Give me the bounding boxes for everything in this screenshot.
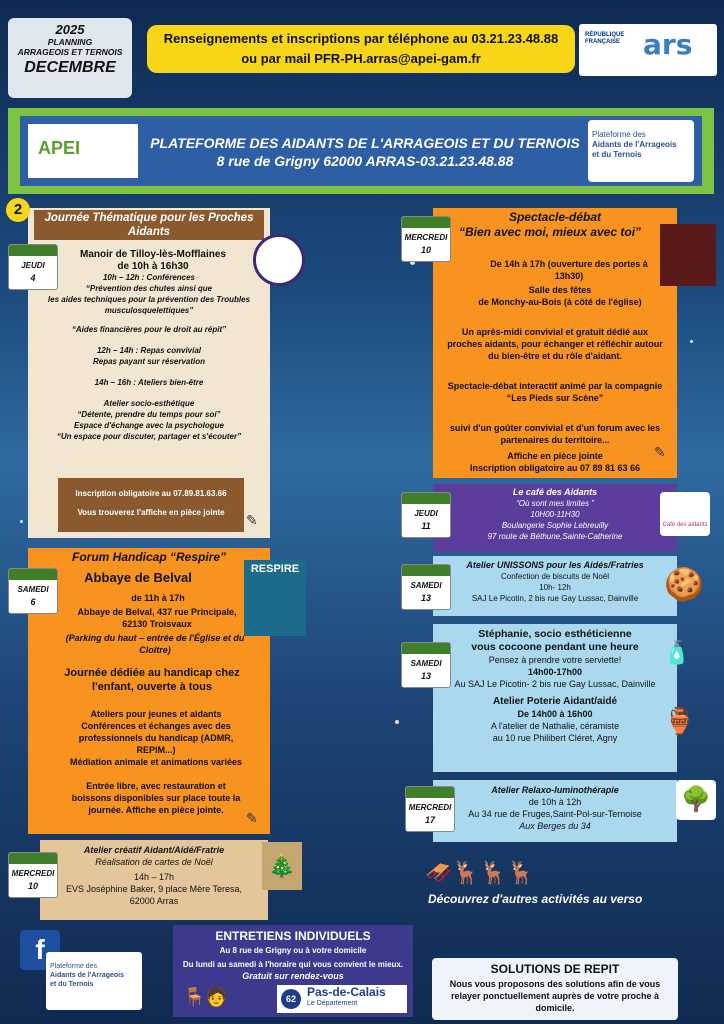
relaxo-card <box>433 780 677 842</box>
creatif-cal-day: MERCREDI <box>11 869 55 878</box>
contact-phone: Renseignements et inscriptions par téléphone au 03.21.23.48.88 <box>163 31 559 46</box>
journee-heading: Journée Thématique pour les Proches Aidants <box>34 210 264 240</box>
repit-title: SOLUTIONS DE REPIT <box>490 962 620 976</box>
spectacle-cal-day: MERCREDI <box>404 233 448 242</box>
tree-icon: 🌳 <box>676 780 716 820</box>
forum-cal-day: SAMEDI <box>17 585 49 594</box>
cafe-logo: Café des aidants <box>660 492 710 536</box>
stephanie-card <box>433 624 677 772</box>
journee-inscription: Inscription obligatoire au 07.89.81.63.66 <box>75 489 227 498</box>
snowflake <box>690 340 693 343</box>
unissons-calendar <box>401 564 451 610</box>
platform-title-line2: 8 rue de Grigny 62000 ARRAS-03.21.23.48.88 <box>216 153 514 169</box>
spectacle-p5: Inscription obligatoire au 07 89 81 63 66 <box>469 463 641 473</box>
relaxo-l1: de 10h à 12h <box>528 797 582 807</box>
badge-2: 2 <box>6 198 30 222</box>
platform-banner <box>8 108 714 194</box>
spectacle-calendar <box>401 216 451 262</box>
spectacle-p3: suivi d'un goûter convivial et d'un forum avec les partenaires du territoire... <box>449 423 661 445</box>
date-box <box>8 18 132 98</box>
journee-details <box>32 272 266 442</box>
journee-l6: Repas payant sur réservation <box>92 357 206 366</box>
creatif-calendar <box>8 852 58 898</box>
journee-l7: 14h – 16h : Ateliers bien-être <box>94 378 204 387</box>
cafe-calendar <box>401 492 451 538</box>
spectacle-time: De 14h à 17h (ouverture des portes à 13h30) <box>490 259 648 281</box>
poterie-l5: A l'atelier de Nathalie, céramiste <box>490 721 620 731</box>
pdc-num: 62 <box>281 989 301 1009</box>
journee-cal-num: 4 <box>30 273 36 283</box>
journee-l11: “Un espace pour discuter, partager et s'écouter” <box>56 432 242 441</box>
planning-line1: PLANNING <box>47 37 93 47</box>
forum-heading: Forum Handicap “Respire” <box>71 550 227 564</box>
republique-francaise-logo: RÉPUBLIQUE FRANÇAISE <box>585 32 625 45</box>
cafe-time: 10H00-11H30 <box>530 510 580 519</box>
creatif-l2: 14h – 17h <box>133 872 175 882</box>
entretiens-l2: Du lundi au samedi à l'horaire qui vous convient le mieux. <box>182 960 404 969</box>
stephanie-cal-day: SAMEDI <box>410 659 442 668</box>
spectacle-p2: Spectacle-débat interactif animé par la compagnie “Les Pieds sur Scène” <box>447 381 663 403</box>
spectacle-place2: de Monchy-au-Bois (à côté de l'église) <box>478 297 642 307</box>
platform-title <box>150 134 580 170</box>
journee-l3: les aides techniques pour la prévention des Troubles musculosquelettiques” <box>47 295 251 315</box>
unissons-l2: 10h- 12h <box>539 583 571 592</box>
journee-card <box>28 208 270 538</box>
cafe-title: Le café des Aidants <box>512 487 598 497</box>
relaxo-cal-num: 17 <box>424 815 435 825</box>
paperclip-icon: ✎ <box>654 444 666 460</box>
ars-logo: ars <box>643 28 693 61</box>
repit-box <box>432 958 678 1020</box>
relaxo-cal-day: MERCREDI <box>408 803 452 812</box>
spectacle-p1: Un après-midi convivial et gratuit dédié aux proches aidants, pour échanger et réfléchir autour du bien-être et du rôle d'aidant. <box>447 327 663 361</box>
forum-time: de 11h à 17h <box>131 593 185 603</box>
creatif-l1: Réalisation de cartes de Noël <box>95 857 213 867</box>
journee-place: Manoir de Tilloy-lès-Mofflaines <box>80 249 226 260</box>
entretiens-box <box>173 925 413 1017</box>
spectacle-place <box>453 284 667 308</box>
christmas-card-icon: 🎄 <box>262 842 302 890</box>
entretiens-l3: Gratuit sur rendez-vous <box>242 971 344 981</box>
forum-title2: Journée dédiée au handicap chez l'enfant, ouverte à tous <box>64 667 240 693</box>
forum-addr2: (Parking du haut – entrée de l'Église et du Cloître) <box>65 633 245 655</box>
journee-l4: “Aides financières pour le droit au répit” <box>71 325 227 334</box>
unissons-l3: SAJ Le Picotin, 2 bis rue Gay Lussac, Dainville <box>471 594 639 603</box>
unissons-card <box>433 556 677 616</box>
relaxo-calendar <box>405 786 455 832</box>
journee-l2: “Prévention des chutes ainsi que <box>85 284 213 293</box>
journee-l10: Espace d'échange avec la psychologue <box>74 421 224 430</box>
unissons-l1: Confection de biscuits de Noël <box>500 572 610 581</box>
journee-affiche: Vous trouverez l'affiche en pièce jointe <box>77 508 225 517</box>
stephanie-l1: Pensez à prendre votre serviette! <box>488 655 622 665</box>
unissons-title: Atelier UNISSONS pour les Aidés/Fratries <box>466 560 644 570</box>
platform-footer-line3: et du Ternois <box>50 981 94 988</box>
platform-title-line1: PLATEFORME DES AIDANTS DE L'ARRAGEOIS ET DU TERNOIS <box>150 135 580 151</box>
spectacle-card <box>433 208 677 478</box>
forum-b2: Conférences et échanges avec des professionnels du handicap (ADMR, REPIM...) <box>78 721 234 755</box>
creatif-l3: EVS Joséphine Baker, 9 place Mère Teresa, <box>66 884 242 894</box>
gingerbread-icon: 🍪 <box>664 566 704 602</box>
creatif-title: Atelier créatif Aidant/Aidé/Fratrie <box>83 845 225 855</box>
forum-poster: RESPIRE <box>244 560 306 636</box>
journee-inscription-box <box>58 478 244 532</box>
platform-logo-line2: Aidants de l'Arrageois <box>592 140 677 149</box>
unissons-cal-day: SAMEDI <box>410 581 442 590</box>
cafe-place2: 97 route de Béthune,Sainte-Catherine <box>487 532 623 541</box>
cafe-place1: Boulangerie Sophie Lebreuilly <box>501 521 609 530</box>
spa-icon: 🧴 <box>663 640 691 665</box>
journee-l9: “Détente, prendre du temps pour soi” <box>77 410 221 419</box>
journee-l1: 10h – 12h : Conférences <box>102 273 196 282</box>
journee-calendar <box>8 244 58 290</box>
journee-logo <box>253 234 305 286</box>
forum-bullets <box>66 708 246 768</box>
spectacle-cal-num: 10 <box>420 245 431 255</box>
stephanie-title2: vous cocoone pendant une heure <box>471 641 639 653</box>
meeting-icon: 🪑🧑 <box>183 987 228 1007</box>
cafe-theme: “Où sont mes limites ” <box>516 499 594 508</box>
forum-b3: Médiation animale et animations variées <box>69 757 243 767</box>
unissons-cal-num: 13 <box>420 593 431 603</box>
creatif-l4: 62000 Arras <box>129 896 179 906</box>
platform-footer-line2: Aidants de l'Arrageois <box>50 972 125 979</box>
journee-l5: 12h – 14h : Repas convivial <box>96 346 202 355</box>
contact-email[interactable]: ou par mail PFR-PH.arras@apei-gam.fr <box>241 51 481 66</box>
forum-card <box>28 548 270 834</box>
journee-cal-day: JEUDI <box>21 261 45 270</box>
apei-logo: APEI <box>38 138 81 158</box>
poterie-l6: au 10 rue Philibert Cléret, Agny <box>492 733 618 743</box>
cafe-card <box>433 484 677 552</box>
cafe-cal-num: 11 <box>421 521 431 531</box>
pdc-logo-line2: Le Département <box>307 1000 358 1007</box>
pas-de-calais-logo <box>277 985 407 1013</box>
creatif-cal-num: 10 <box>27 881 38 891</box>
spectacle-place1: Salle des fêtes <box>528 285 592 295</box>
facebook-icon[interactable]: f <box>20 930 60 970</box>
poterie-title: Atelier Poterie Aidant/aidé <box>492 696 618 707</box>
spectacle-poster <box>660 224 716 286</box>
platform-logo-line3: et du Ternois <box>592 150 642 159</box>
santa-sleigh-icon: 🛷🦌🦌🦌 <box>425 860 535 885</box>
spectacle-subheading: “Bien avec moi, mieux avec toi” <box>458 225 642 239</box>
stephanie-l3: Au SAJ Le Picotin- 2 bis rue Gay Lussac, Dainville <box>454 679 656 689</box>
pdc-logo-line1: Pas-de-Calais <box>307 985 386 999</box>
snowflake <box>395 720 399 724</box>
month: DECEMBRE <box>24 59 116 76</box>
stephanie-cal-num: 13 <box>420 671 431 681</box>
poterie-l4: De 14h00 à 16h00 <box>517 709 593 719</box>
forum-calendar <box>8 568 58 614</box>
contact-box <box>147 25 575 73</box>
entretiens-title: ENTRETIENS INDIVIDUELS <box>215 929 371 943</box>
decouvrez-text: Découvrez d'autres activités au verso <box>428 892 643 906</box>
platform-logo <box>588 120 694 182</box>
forum-p1: Entrée libre, avec restauration et boissons disponibles sur place toute la journée. Affiche en pièce jointe. <box>71 781 241 815</box>
partner-logos <box>579 24 717 76</box>
forum-addr1: Abbaye de Belval, 437 rue Principale, 62130 Troisvaux <box>77 607 237 629</box>
cafe-cal-day: JEUDI <box>414 509 438 518</box>
snowflake <box>20 520 23 523</box>
platform-logo-line1: Plateforme des <box>592 130 646 139</box>
platform-logo-footer <box>46 952 142 1010</box>
relaxo-l2: Au 34 rue de Fruges,Saint-Pol-sur-Ternoise <box>468 809 642 819</box>
journee-l8: Atelier socio-esthétique <box>103 399 195 408</box>
year: 2025 <box>55 22 85 37</box>
forum-subheading: Abbaye de Belval <box>84 570 192 585</box>
stephanie-l2: 14h00-17h00 <box>527 667 583 677</box>
platform-footer-line1: Plateforme des <box>50 963 98 970</box>
stephanie-title1: Stéphanie, socio esthéticienne <box>478 628 632 640</box>
entretiens-l1: Au 8 rue de Grigny ou à votre domicile <box>219 946 367 955</box>
journee-time: de 10h à 16h30 <box>117 261 189 272</box>
forum-cal-num: 6 <box>30 597 36 607</box>
pottery-icon: 🏺 <box>663 706 697 736</box>
forum-b1: Ateliers pour jeunes et aidants <box>90 709 222 719</box>
spectacle-p4: Affiche en pièce jointe <box>507 451 603 461</box>
spectacle-heading: Spectacle-débat <box>508 210 602 224</box>
apei-logo-box <box>28 124 138 178</box>
stephanie-calendar <box>401 642 451 688</box>
paperclip-icon: ✎ <box>246 810 258 826</box>
creatif-card <box>40 840 268 920</box>
relaxo-title: Atelier Relaxo-luminothérapie <box>491 785 619 795</box>
repit-text: Nous vous proposons des solutions afin de vous relayer ponctuellement auprès de votre proche à domicile. <box>449 979 661 1013</box>
relaxo-l3: Aux Berges du 34 <box>519 821 591 831</box>
paperclip-icon: ✎ <box>246 512 258 528</box>
planning-line2: ARRAGEOIS ET TERNOIS <box>17 47 123 57</box>
